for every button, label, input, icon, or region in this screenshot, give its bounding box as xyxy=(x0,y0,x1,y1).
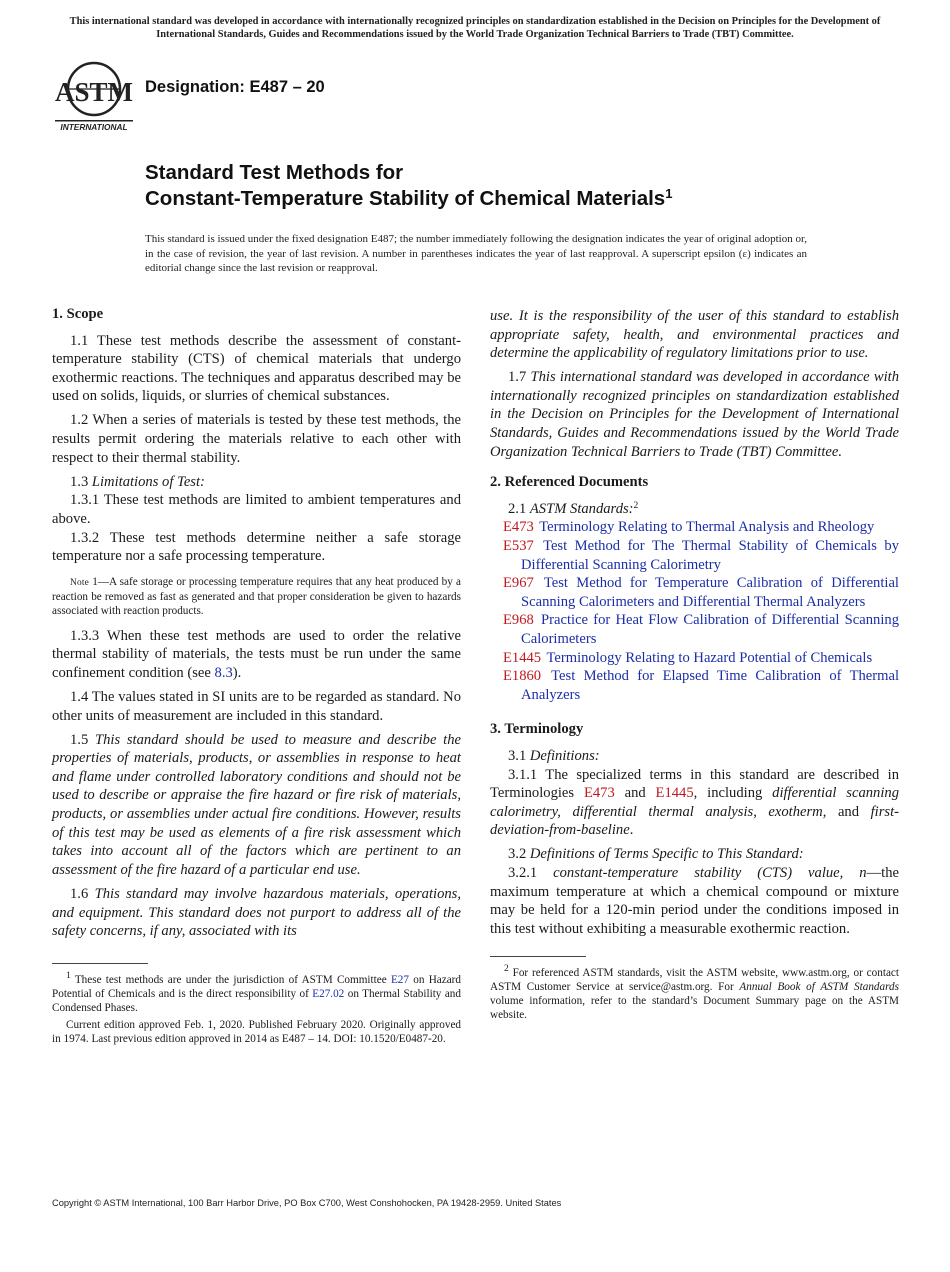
footnote-rule-left xyxy=(52,963,148,964)
astm-logo-subtext: INTERNATIONAL xyxy=(60,122,128,132)
title-line-1: Standard Test Methods for xyxy=(145,161,404,184)
copyright-footer: Copyright © ASTM International, 100 Barr Harbor Drive, PO Box C700, West Conshohocken, PA 19428-2959. United States xyxy=(52,1198,562,1208)
astm-logo xyxy=(53,58,135,132)
section-2-heading: 2. Referenced Documents xyxy=(490,474,649,491)
issued-statement: This standard is issued under the fixed designation E487; the number immediately following the designation indicates the year of original adoption or, in the case of revision, the year of last revision. A number in parentheses indicates the year of last reapproval. A superscript epsilon (ε) indicates an editorial change since the last revision or reapproval. xyxy=(145,233,807,274)
title-footnote-marker: 1 xyxy=(665,186,673,201)
title-line-2: Constant-Temperature Stability of Chemical Materials$^1$ xyxy=(145,186,673,210)
document-title xyxy=(145,160,865,212)
para-1-3: 1.3 Limitations of Test: xyxy=(70,473,205,490)
para-2-1: 2.1 ASTM Standards:$^2$ xyxy=(508,500,639,517)
footnote-rule-right xyxy=(490,956,586,957)
para-3-2-1: 3.2.1 constant-temperature stability (CTS) value, n—the maximum temperature at which a chemical compound or mixture may be held for a 120-min period under the conditions imposed in this test without exhibiting a measurable exothermic reaction. xyxy=(490,865,899,937)
section-1-heading: 1. Scope xyxy=(52,306,104,322)
link-e473[interactable]: E473 xyxy=(583,785,615,802)
para-1-3-1: 1.3.1 These test methods are limited to ambient temperatures and above. xyxy=(52,492,461,527)
ref-e537[interactable]: E537 Test Method for The Thermal Stability of Chemicals by Differential Scanning Calorimetry xyxy=(503,538,899,573)
para-1-7: 1.7 This international standard was developed in accordance with internationally recognized principles on standardization established in the Decision on Principles for the Development of International Standards, Guides and Recommendations issued by the World Trade Organization Technical Barriers to Trade (TBT) Committee. xyxy=(490,369,900,460)
para-1-1: 1.1 These test methods describe the assessment of constant-temperature stability (CTS) of chemical materials that undergo exothermic reactions. The techniques and apparatus described may be used on solids, liquids, or slurries of chemical substances. xyxy=(52,332,461,405)
designation: Designation: E487 – 20 xyxy=(145,78,325,96)
link-e27-02[interactable]: E27.02 xyxy=(312,987,345,1000)
para-1-2: 1.2 When a series of materials is tested by these test methods, the results permit ordering the materials relative to each other with respect to their thermal stability. xyxy=(52,412,461,466)
para-1-3-3: 1.3.3 When these test methods are used to order the relative thermal stability of materials, the tests must be run under the same confinement condition (see 8.3). xyxy=(52,627,461,681)
section-3-heading: 3. Terminology xyxy=(490,721,584,738)
para-1-3-2: 1.3.2 These test methods determine neither a safe storage temperature nor a safe processing temperature. xyxy=(52,529,461,565)
para-3-1: 3.1 Definitions: xyxy=(508,747,600,764)
ref-e1445[interactable]: E1445 Terminology Relating to Hazard Potential of Chemicals xyxy=(503,649,873,666)
tbt-notice: This international standard was developed in accordance with internationally recognized principles on standardization established in the Decision on Principles for the Development of International Standards, Guides and Recommendations issued by the World Trade Organization Technical Barriers to Trade (TBT) Committee. xyxy=(69,16,881,40)
astm-logo-letters: ASTM xyxy=(54,77,134,107)
ref-e968[interactable]: E968 Practice for Heat Flow Calibration of Differential Scanning Calorimeters xyxy=(503,612,899,647)
link-e1445[interactable]: E1445 xyxy=(655,785,694,802)
ref-e967[interactable]: E967 Test Method for Temperature Calibration of Differential Scanning Calorimeters and Differential Thermal Analyzers xyxy=(503,575,899,610)
footnote-2: $^2$ For referenced ASTM standards, visit the ASTM website, www.astm.org, or contact ASTM Customer Service at service@astm.org. For Annual Book of ASTM Standards volume information, refer to the standard’s Document Summary page on the ASTM website. xyxy=(490,964,899,1022)
para-3-1-1: 3.1.1 The specialized terms in this standard are described in Terminologies E473 and E1445, including differential scanning calorimetry, differential thermal analysis, exotherm, and first-deviation-from-baseline. xyxy=(490,766,899,839)
ref-e473[interactable]: E473 Terminology Relating to Thermal Analysis and Rheology xyxy=(503,519,875,536)
ref-e1860[interactable]: E1860 Test Method for Elapsed Time Calibration of Thermal Analyzers xyxy=(503,668,899,703)
para-1-6: 1.6 This standard may involve hazardous materials, operations, and equipment. This standard does not purport to address all of the safety concerns, if any, associated with its xyxy=(52,885,461,940)
para-1-5: 1.5 This standard should be used to measure and describe the properties of materials, products, or assemblies in response to heat and flame under controlled laboratory conditions and should not be used to describe or appraise the fire hazard or fire risk of materials, products, or assemblies under actual fire conditions. However, results of this test may be used as elements of a fire risk assessment which takes into account all of the factors which are pertinent to an assessment of the fire hazard of a particular end use. xyxy=(52,731,461,878)
para-1-6-continued: use. It is the responsibility of the user of this standard to establish appropriate safety, health, and environmental practices and determine the applicability of regulatory limitations prior to use. xyxy=(490,308,899,362)
para-3-2: 3.2 Definitions of Terms Specific to This Standard: xyxy=(508,846,804,863)
left-column xyxy=(52,305,461,1049)
footnote-1: $^1$ These test methods are under the jurisdiction of ASTM Committee E27 on Hazard Potential of Chemicals and is the direct responsibility of E27.02 on Thermal Stability and Condensed Phases. xyxy=(52,970,461,1014)
right-column xyxy=(490,307,899,1025)
link-e27[interactable]: E27 xyxy=(390,973,409,986)
link-8-3[interactable]: 8.3 xyxy=(214,664,233,681)
para-1-4: 1.4 The values stated in SI units are to be regarded as standard. No other units of measurement are included in this standard. xyxy=(52,689,461,724)
footnote-1-edition: Current edition approved Feb. 1, 2020. Published February 2020. Originally approved in 1974. Last previous edition approved in 2014 as E487 – 14. DOI: 10.1520/E0487-20. xyxy=(52,1018,461,1045)
note-1: Note 1—A safe storage or processing temperature requires that any heat produced by a reaction be removed as fast as generated and that proper consideration be given to hazards associated with reaction products. xyxy=(52,575,461,617)
